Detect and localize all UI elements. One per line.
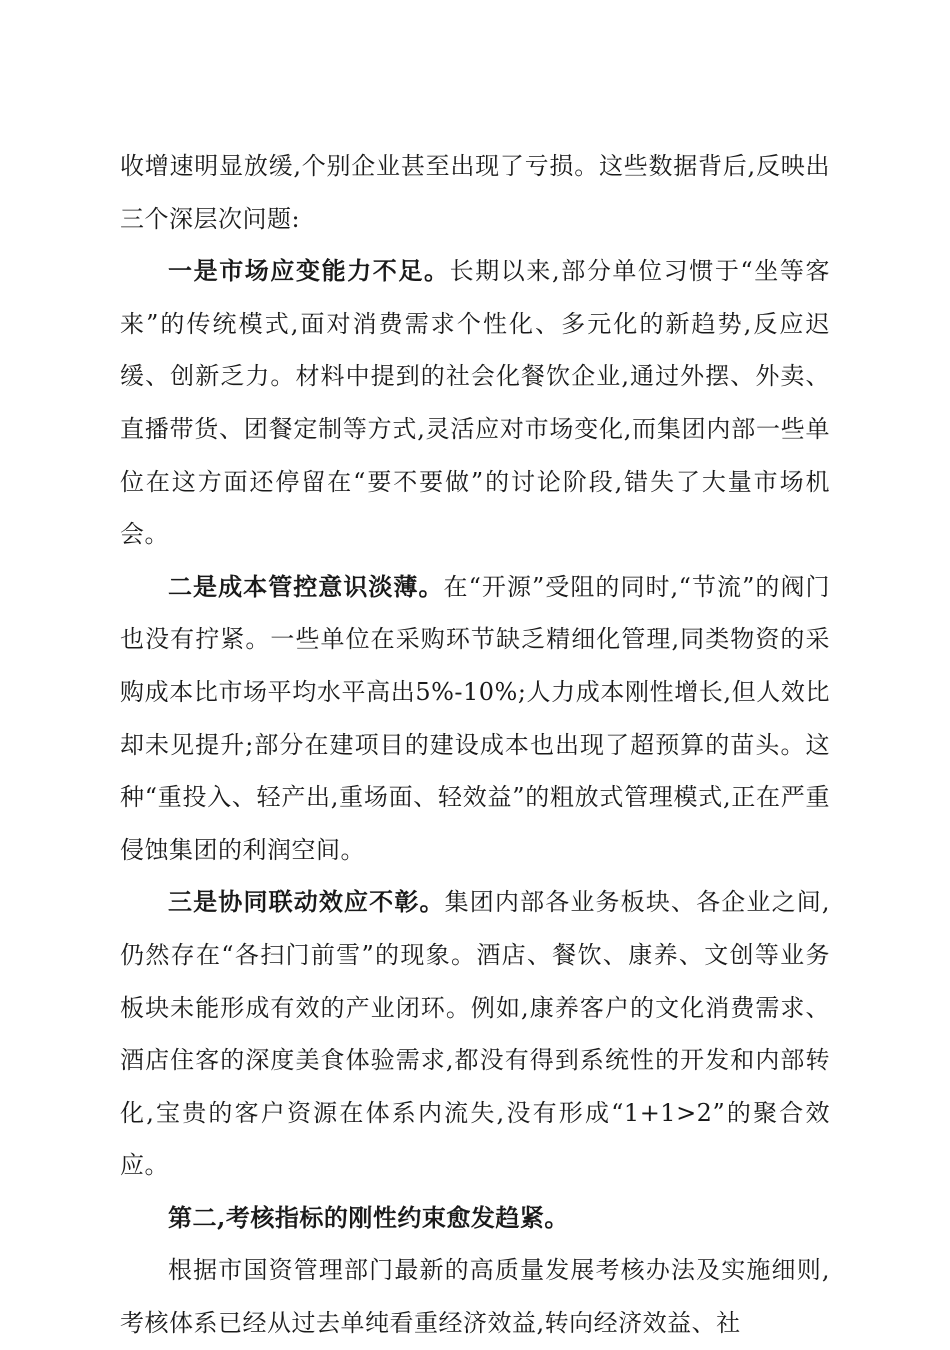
paragraph-text: 根据市国资管理部门最新的高质量发展考核办法及实施细则,考核体系已经从过去单纯看重经济效益,转向经济效益、社 (120, 1256, 830, 1338)
document-page (120, 140, 830, 1350)
paragraph-text: 集团内部各业务板块、各企业之间,仍然存在“各扫门前雪”的现象。酒店、餐饮、康养、文创等业务板块未能形成有效的产业闭环。例如,康养客户的文化消费需求、酒店住客的深度美食体验需求,都没有得到系统性的开发和内部转化,宝贵的客户资源在体系内流失,没有形成“1+1>2”的聚合效应。 (120, 888, 830, 1180)
paragraph-continuation (120, 140, 830, 245)
paragraph-lead: 三是协同联动效应不彰。 (168, 887, 445, 917)
paragraph-text: 收增速明显放缓,个别企业甚至出现了亏损。这些数据背后,反映出三个深层次问题: (120, 152, 830, 233)
paragraph-body (120, 1244, 830, 1349)
paragraph-text: 长期以来,部分单位习惯于“坐等客来”的传统模式,面对消费需求个性化、多元化的新趋势,反应迟缓、创新乏力。材料中提到的社会化餐饮企业,通过外摆、外卖、直播带货、团餐定制等方式,灵活应对市场变化,而集团内部一些单位在这方面还停留在“要不要做”的讨论阶段,错失了大量市场机会。 (120, 257, 831, 549)
paragraph-lead: 一是市场应变能力不足。 (168, 256, 450, 286)
paragraph-lead: 二是成本管控意识淡薄。 (168, 571, 444, 601)
paragraph-text: 在“开源”受阻的同时,“节流”的阀门也没有拧紧。一些单位在采购环节缺乏精细化管理,同类物资的采购成本比市场平均水平高出5%-10%;人力成本刚性增长,但人效比却未见提升;部分在建项目的建设成本也出现了超预算的苗头。这种“重投入、轻产出,重场面、轻效益”的粗放式管理模式,正在严重侵蚀集团的利润空间。 (120, 572, 830, 864)
paragraph-point-three (120, 876, 830, 1192)
section-heading (120, 1192, 830, 1245)
paragraph-point-two (120, 561, 830, 877)
paragraph-point-one (120, 245, 830, 561)
section-heading-text: 第二,考核指标的刚性约束愈发趋紧。 (168, 1202, 569, 1232)
